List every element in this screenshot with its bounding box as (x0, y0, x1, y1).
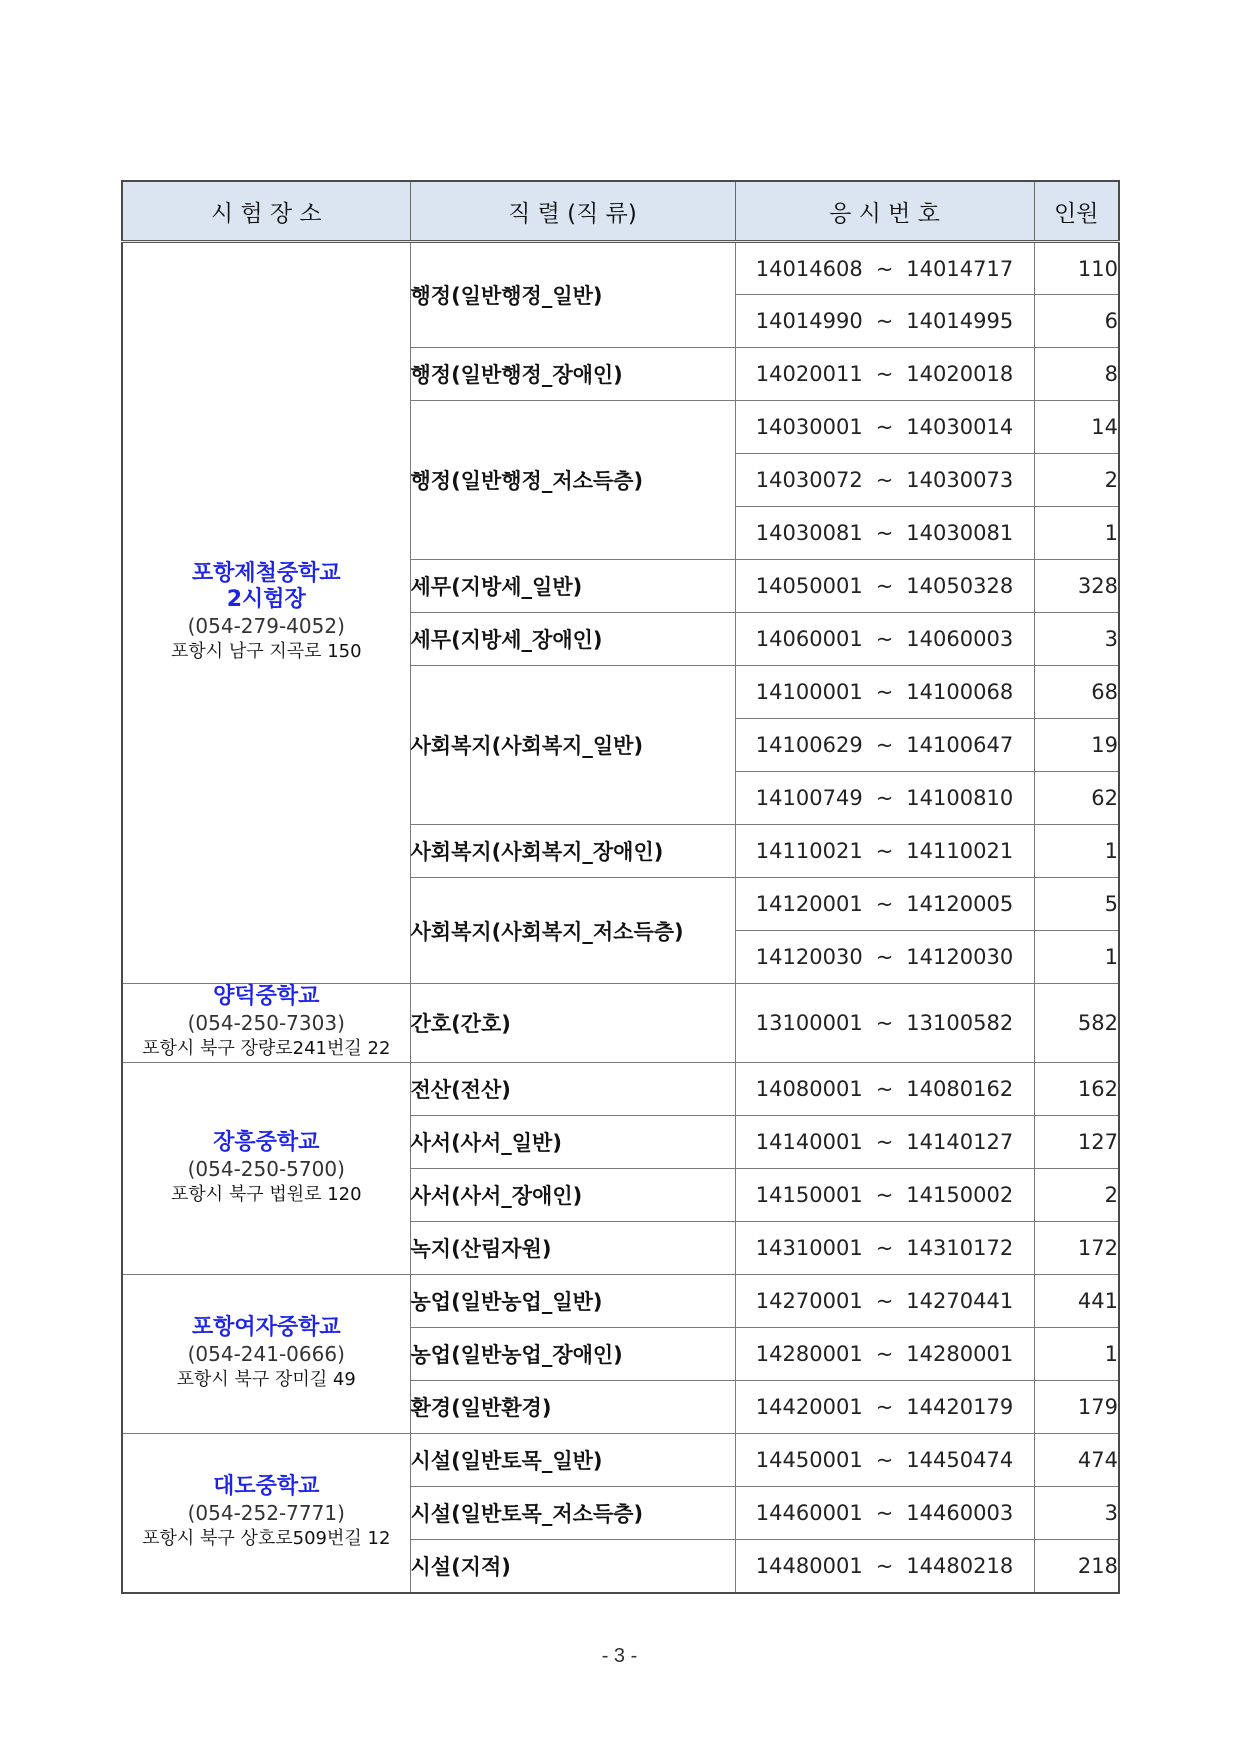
range-start: 14310001 (755, 1236, 863, 1260)
location-address: 포항시 북구 상호로509번길 12 (142, 1527, 391, 1549)
headcount-cell: 127 (1034, 1116, 1119, 1169)
job-category-cell: 시설(지적) (410, 1540, 735, 1593)
location-name: 포항여자중학교 (191, 1315, 341, 1340)
headcount-cell: 179 (1034, 1381, 1119, 1434)
range-separator: ~ (875, 1289, 894, 1313)
exam-number-range-cell (735, 1222, 1034, 1275)
range-separator: ~ (875, 839, 894, 863)
job-category-cell: 사회복지(사회복지_저소득층) (410, 878, 735, 984)
location-venue: 2시험장 (226, 587, 306, 612)
exam-number-range-cell (735, 719, 1034, 772)
range-end: 14120005 (906, 892, 1014, 916)
job-category-cell: 사서(사서_장애인) (410, 1169, 735, 1222)
location-address: 포항시 남구 지곡로 150 (170, 641, 362, 662)
range-start: 14280001 (755, 1342, 863, 1366)
exam-number-range-cell (735, 613, 1034, 666)
range-end: 14110021 (906, 839, 1014, 863)
headcount-cell: 328 (1034, 560, 1119, 613)
range-start: 14120030 (755, 945, 863, 969)
location-name: 대도중학교 (213, 1473, 320, 1499)
range-end: 14100647 (906, 733, 1014, 757)
job-category-cell: 농업(일반농업_장애인) (410, 1328, 735, 1381)
job-category-cell: 시설(일반토목_일반) (410, 1434, 735, 1487)
range-start: 13100001 (755, 1011, 863, 1035)
location-name: 포항제철중학교 (191, 561, 341, 586)
headcount-cell: 1 (1034, 1328, 1119, 1381)
range-end: 14030014 (906, 415, 1014, 439)
job-category-cell: 사회복지(사회복지_일반) (410, 666, 735, 825)
range-start: 14420001 (755, 1395, 863, 1419)
table-row (122, 1275, 1119, 1328)
range-separator: ~ (875, 1236, 894, 1260)
headcount-cell: 3 (1034, 613, 1119, 666)
exam-number-range-cell (735, 1063, 1034, 1116)
location-cell (122, 1063, 410, 1275)
exam-number-range-cell (735, 931, 1034, 984)
location-phone: (054-250-5700) (187, 1156, 345, 1181)
range-end: 14014995 (906, 309, 1014, 333)
range-start: 14050001 (755, 574, 863, 598)
exam-number-range-cell (735, 984, 1034, 1063)
exam-number-range-cell (735, 1275, 1034, 1328)
range-start: 14030001 (755, 415, 863, 439)
headcount-cell: 3 (1034, 1487, 1119, 1540)
range-end: 14150002 (906, 1183, 1014, 1207)
exam-number-range-cell (735, 878, 1034, 931)
headcount-cell: 1 (1034, 825, 1119, 878)
range-start: 14120001 (755, 892, 863, 916)
range-separator: ~ (875, 1501, 894, 1525)
range-end: 14100068 (906, 680, 1014, 704)
range-end: 14140127 (906, 1130, 1014, 1154)
range-separator: ~ (875, 945, 894, 969)
headcount-cell: 6 (1034, 295, 1119, 348)
table-row (122, 1434, 1119, 1487)
range-separator: ~ (875, 521, 894, 545)
job-category-cell: 사서(사서_일반) (410, 1116, 735, 1169)
location-cell (122, 1434, 410, 1593)
range-separator: ~ (875, 627, 894, 651)
headcount-cell: 110 (1034, 242, 1119, 295)
job-category-cell: 시설(일반토목_저소득층) (410, 1487, 735, 1540)
exam-number-range-cell (735, 825, 1034, 878)
job-category-cell: 환경(일반환경) (410, 1381, 735, 1434)
range-start: 14150001 (755, 1183, 863, 1207)
headcount-cell: 62 (1034, 772, 1119, 825)
range-end: 14050328 (906, 574, 1014, 598)
range-end: 14420179 (906, 1395, 1014, 1419)
location-cell (122, 984, 410, 1063)
range-separator: ~ (875, 574, 894, 598)
exam-number-range-cell (735, 507, 1034, 560)
range-separator: ~ (875, 680, 894, 704)
table-row (122, 1063, 1119, 1116)
headcount-cell: 19 (1034, 719, 1119, 772)
range-start: 14270001 (755, 1289, 863, 1313)
exam-number-range-cell (735, 560, 1034, 613)
range-start: 14030081 (755, 521, 863, 545)
exam-number-range-cell (735, 454, 1034, 507)
exam-number-range-cell (735, 1116, 1034, 1169)
exam-number-range-cell (735, 1434, 1034, 1487)
job-category-cell: 행정(일반행정_일반) (410, 242, 735, 348)
range-end: 13100582 (906, 1011, 1014, 1035)
headcount-cell: 218 (1034, 1540, 1119, 1593)
range-start: 14480001 (755, 1553, 863, 1578)
table-row (122, 242, 1119, 295)
range-end: 14310172 (906, 1236, 1014, 1260)
exam-number-range-cell (735, 401, 1034, 454)
job-category-cell: 세무(지방세_일반) (410, 560, 735, 613)
range-start: 14110021 (755, 839, 863, 863)
range-separator: ~ (875, 1011, 894, 1035)
range-separator: ~ (875, 1395, 894, 1419)
exam-number-range-cell (735, 348, 1034, 401)
headcount-cell: 1 (1034, 931, 1119, 984)
range-start: 14460001 (755, 1501, 863, 1525)
location-address: 포항시 북구 장미길 49 (176, 1369, 356, 1390)
location-phone: (054-252-7771) (187, 1500, 345, 1525)
range-separator: ~ (875, 415, 894, 439)
job-category-cell: 농업(일반농업_일반) (410, 1275, 735, 1328)
range-end: 14480218 (906, 1553, 1014, 1578)
range-end: 14450474 (906, 1448, 1014, 1472)
job-category-cell: 전산(전산) (410, 1063, 735, 1116)
table-body (122, 242, 1119, 1593)
range-end: 14030073 (906, 468, 1014, 492)
range-end: 14280001 (906, 1342, 1014, 1366)
exam-number-range-cell (735, 1381, 1034, 1434)
job-category-cell: 사회복지(사회복지_장애인) (410, 825, 735, 878)
headcount-cell: 68 (1034, 666, 1119, 719)
range-start: 14450001 (755, 1448, 863, 1472)
headcount-cell: 8 (1034, 348, 1119, 401)
range-end: 14060003 (906, 627, 1014, 651)
exam-number-range-cell (735, 1540, 1034, 1593)
headcount-cell: 582 (1034, 984, 1119, 1063)
range-end: 14020018 (906, 362, 1014, 386)
range-start: 14100001 (755, 680, 863, 704)
range-end: 14270441 (906, 1289, 1014, 1313)
range-separator: ~ (875, 786, 894, 810)
headcount-cell: 162 (1034, 1063, 1119, 1116)
headcount-cell: 441 (1034, 1275, 1119, 1328)
page-number: - 3 - (601, 1645, 638, 1667)
range-separator: ~ (875, 892, 894, 916)
location-address: 포항시 북구 장량로241번길 22 (142, 1038, 391, 1059)
range-separator: ~ (875, 1342, 894, 1366)
location-name: 양덕중학교 (213, 984, 320, 1009)
header-job: 직 렬 (직 류) (410, 181, 735, 242)
range-end: 14120030 (906, 945, 1014, 969)
job-category-cell: 행정(일반행정_장애인) (410, 348, 735, 401)
job-category-cell: 세무(지방세_장애인) (410, 613, 735, 666)
exam-number-range-cell (735, 1487, 1034, 1540)
range-separator: ~ (875, 1553, 894, 1578)
range-start: 14080001 (755, 1077, 863, 1101)
range-separator: ~ (875, 362, 894, 386)
range-separator: ~ (875, 1077, 894, 1101)
exam-venue-table (121, 180, 1120, 1594)
range-start: 14020011 (755, 362, 863, 386)
range-end: 14030081 (906, 521, 1014, 545)
range-end: 14080162 (906, 1077, 1014, 1101)
table-header-row (122, 181, 1119, 242)
location-phone: (054-279-4052) (187, 614, 345, 638)
location-cell (122, 1275, 410, 1434)
headcount-cell: 172 (1034, 1222, 1119, 1275)
range-start: 14100629 (755, 733, 863, 757)
range-separator: ~ (875, 256, 894, 281)
exam-number-range-cell (735, 772, 1034, 825)
range-separator: ~ (875, 1183, 894, 1207)
location-phone: (054-241-0666) (187, 1342, 345, 1366)
exam-number-range-cell (735, 666, 1034, 719)
headcount-cell: 2 (1034, 1169, 1119, 1222)
range-end: 14100810 (906, 786, 1014, 810)
range-start: 14030072 (755, 468, 863, 492)
job-category-cell: 간호(간호) (410, 984, 735, 1063)
location-address: 포항시 북구 법원로 120 (170, 1183, 362, 1205)
range-start: 14100749 (755, 786, 863, 810)
range-separator: ~ (875, 468, 894, 492)
header-place: 시 험 장 소 (122, 181, 410, 242)
location-phone: (054-250-7303) (187, 1011, 345, 1035)
range-separator: ~ (875, 733, 894, 757)
table-row (122, 984, 1119, 1063)
range-separator: ~ (875, 309, 894, 333)
location-name: 장흥중학교 (213, 1129, 320, 1155)
exam-number-range-cell (735, 295, 1034, 348)
headcount-cell: 1 (1034, 507, 1119, 560)
range-start: 14140001 (755, 1130, 863, 1154)
location-cell (122, 242, 410, 984)
range-end: 14014717 (906, 256, 1014, 281)
headcount-cell: 5 (1034, 878, 1119, 931)
headcount-cell: 474 (1034, 1434, 1119, 1487)
headcount-cell: 2 (1034, 454, 1119, 507)
range-start: 14060001 (755, 627, 863, 651)
job-category-cell: 행정(일반행정_저소득층) (410, 401, 735, 560)
exam-number-range-cell (735, 1328, 1034, 1381)
header-number: 응 시 번 호 (735, 181, 1034, 242)
header-count: 인원 (1034, 181, 1119, 242)
job-category-cell: 녹지(산림자원) (410, 1222, 735, 1275)
range-start: 14014608 (755, 256, 863, 281)
headcount-cell: 14 (1034, 401, 1119, 454)
exam-number-range-cell (735, 1169, 1034, 1222)
range-separator: ~ (875, 1448, 894, 1472)
range-separator: ~ (875, 1130, 894, 1154)
range-end: 14460003 (906, 1501, 1014, 1525)
range-start: 14014990 (755, 309, 863, 333)
exam-number-range-cell (735, 242, 1034, 295)
